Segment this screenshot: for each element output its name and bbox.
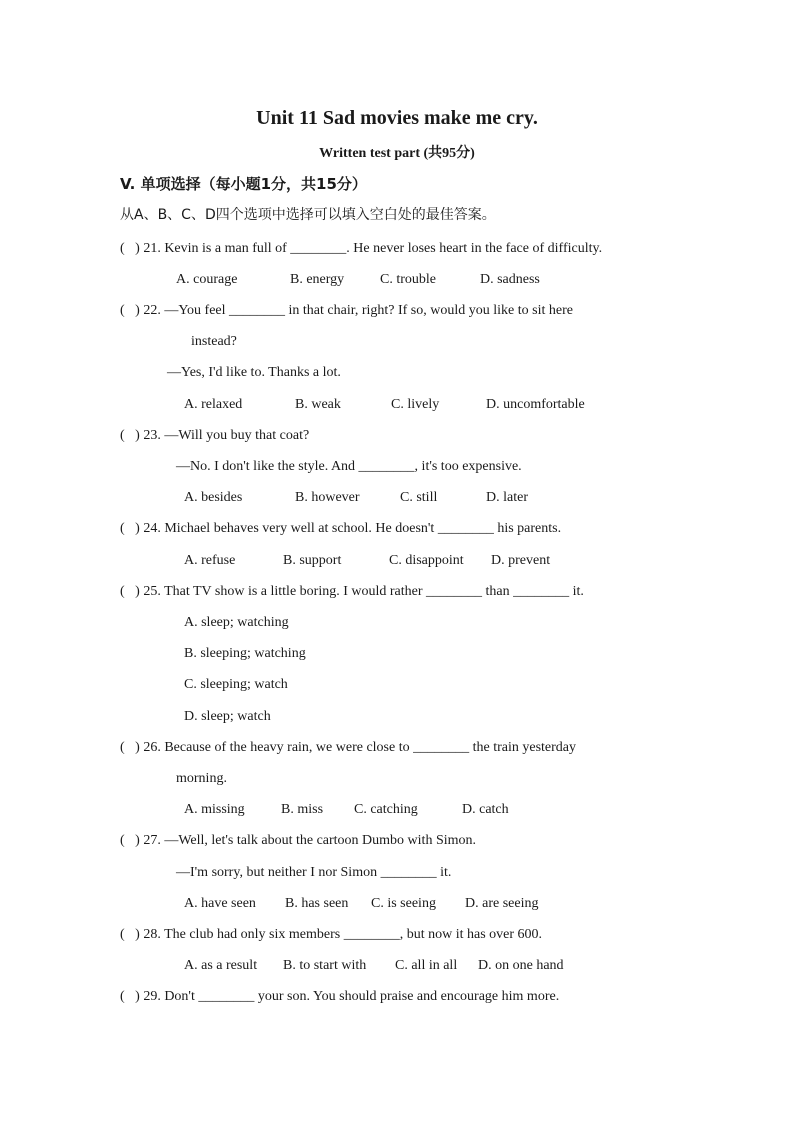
section-heading: V. 单项选择（每小题1分，共15分） xyxy=(120,175,367,193)
q22-option-c: C. lively xyxy=(391,397,440,412)
q21-option-c: C. trouble xyxy=(380,272,436,287)
question-27-stem: ( ) 27. —Well, let's talk about the cartoon Dumbo with Simon. xyxy=(120,833,477,848)
question-24-stem: ( ) 24. Michael behaves very well at school. He doesn't ________ his parents. xyxy=(120,521,562,536)
q26-option-b: B. miss xyxy=(281,802,324,817)
q24-option-a: A. refuse xyxy=(184,553,236,568)
question-23-stem: ( ) 23. —Will you buy that coat? xyxy=(120,428,310,443)
q23-option-d: D. later xyxy=(486,490,528,505)
question-22-stem: ( ) 22. —You feel ________ in that chair, right? If so, would you like to sit here xyxy=(120,303,573,318)
question-26-stem-cont: morning. xyxy=(176,771,227,786)
q21-option-a: A. courage xyxy=(176,272,238,287)
question-23-reply: —No. I don't like the style. And ________, it's too expensive. xyxy=(176,459,522,474)
question-22-reply: —Yes, I'd like to. Thanks a lot. xyxy=(167,365,341,380)
q27-option-d: D. are seeing xyxy=(465,896,539,911)
q27-option-a: A. have seen xyxy=(184,896,256,911)
q28-option-c: C. all in all xyxy=(395,958,458,973)
q23-option-b: B. however xyxy=(295,490,360,505)
q26-option-d: D. catch xyxy=(462,802,509,817)
page-subtitle: Written test part (共95分) xyxy=(319,146,475,161)
q22-option-a: A. relaxed xyxy=(184,397,243,412)
q23-option-c: C. still xyxy=(400,490,438,505)
q24-option-c: C. disappoint xyxy=(389,553,464,568)
q28-option-d: D. on one hand xyxy=(478,958,564,973)
q26-option-a: A. missing xyxy=(184,802,245,817)
q27-option-c: C. is seeing xyxy=(371,896,436,911)
q24-option-b: B. support xyxy=(283,553,342,568)
q26-option-c: C. catching xyxy=(354,802,418,817)
q28-option-b: B. to start with xyxy=(283,958,367,973)
page-title: Unit 11 Sad movies make me cry. xyxy=(256,107,538,129)
question-21-stem: ( ) 21. Kevin is a man full of ________. He never loses heart in the face of difficulty. xyxy=(120,241,603,256)
q25-option-b: B. sleeping; watching xyxy=(184,646,306,661)
q25-option-d: D. sleep; watch xyxy=(184,709,271,724)
q27-option-b: B. has seen xyxy=(285,896,349,911)
q25-option-c: C. sleeping; watch xyxy=(184,677,288,692)
q21-option-d: D. sadness xyxy=(480,272,540,287)
q24-option-d: D. prevent xyxy=(491,553,551,568)
question-22-stem-cont: instead? xyxy=(191,334,237,349)
q25-option-a: A. sleep; watching xyxy=(184,615,289,630)
question-26-stem: ( ) 26. Because of the heavy rain, we were close to ________ the train yesterday xyxy=(120,740,577,755)
q23-option-a: A. besides xyxy=(184,490,243,505)
question-29-stem: ( ) 29. Don't ________ your son. You should praise and encourage him more. xyxy=(120,989,560,1004)
q22-option-b: B. weak xyxy=(295,397,341,412)
question-27-reply: —I'm sorry, but neither I nor Simon ________ it. xyxy=(176,865,452,880)
q28-option-a: A. as a result xyxy=(184,958,258,973)
instruction-text: 从A、B、C、D四个选项中选择可以填入空白处的最佳答案。 xyxy=(120,207,496,223)
q22-option-d: D. uncomfortable xyxy=(486,397,585,412)
q21-option-b: B. energy xyxy=(290,272,345,287)
question-25-stem: ( ) 25. That TV show is a little boring. I would rather ________ than ________ it. xyxy=(120,584,584,599)
question-28-stem: ( ) 28. The club had only six members ________, but now it has over 600. xyxy=(120,927,543,942)
